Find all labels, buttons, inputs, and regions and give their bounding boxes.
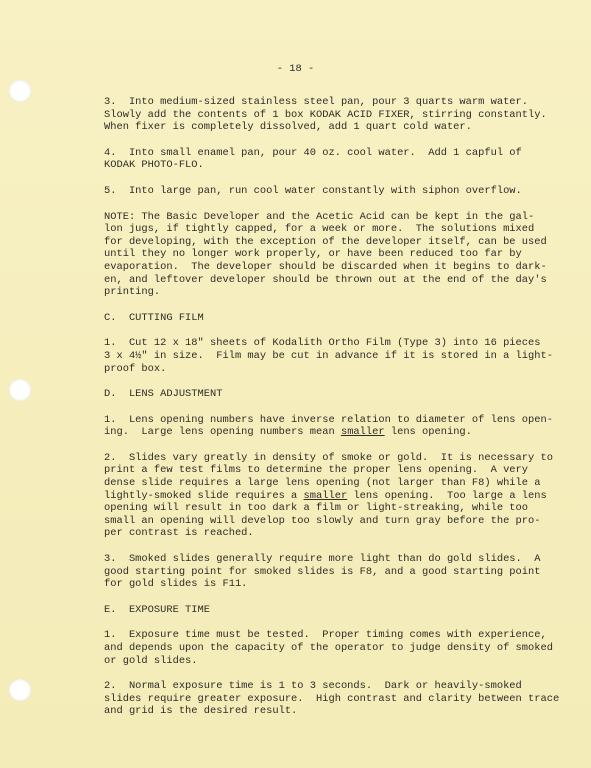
text-line: for developing, with the exception of the developer itself, can be used xyxy=(104,235,547,248)
text-line: 3. Smoked slides generally require more light than do gold slides. A xyxy=(104,553,541,566)
text-line: dense slide requires a large lens opening (not larger than F8) while a xyxy=(104,477,541,490)
text-line: per contrast is reached. xyxy=(104,527,254,540)
punch-hole xyxy=(9,379,31,401)
text-line: lon jugs, if tightly capped, for a week or more. The solutions mixed xyxy=(104,223,535,236)
text-line: 5. Into large pan, run cool water constantly with siphon overflow. xyxy=(104,184,522,197)
text-line: ing. Large lens opening numbers mean smaller lens opening. xyxy=(104,426,472,439)
text-line: opening will result in too dark a film or light-streaking, while too xyxy=(104,502,529,515)
underlined-word: smaller xyxy=(303,489,348,502)
paragraph xyxy=(104,337,553,375)
paragraph xyxy=(104,629,553,667)
paragraph xyxy=(104,604,529,617)
text-line: 1. Cut 12 x 18" sheets of Kodalith Ortho Film (Type 3) into 16 pieces xyxy=(104,337,541,350)
text-line: slides require greater exposure. High contrast and clarity between trace xyxy=(104,692,560,705)
text-line: 3 x 4½" in size. Film may be cut in advance if it is stored in a light- xyxy=(104,349,553,362)
page-number: - 18 - xyxy=(276,63,315,75)
text-line: small an opening will develop too slowly and turn gray before the pro- xyxy=(104,514,541,527)
text-line: good starting point for smoked slides is F8, and a good starting point xyxy=(104,565,541,578)
text-line: printing. xyxy=(104,286,161,299)
paragraph xyxy=(104,553,541,591)
text-line: Slowly add the contents of 1 box KODAK ACID FIXER, stirring constantly. xyxy=(104,108,547,121)
text-line: and depends upon the capacity of the operator to judge density of smoked xyxy=(104,642,553,654)
text-line: print a few test films to determine the proper lens opening. A very xyxy=(104,464,529,477)
text-line: 1. Exposure time must be tested. Proper timing comes with experience, xyxy=(104,629,547,642)
punch-hole xyxy=(9,80,31,102)
body-text xyxy=(104,96,560,731)
text-line: D. LENS ADJUSTMENT xyxy=(104,388,223,401)
punch-hole xyxy=(9,679,31,701)
underlined-word: smaller xyxy=(340,426,385,439)
paragraph xyxy=(104,388,529,401)
text-line: C. CUTTING FILM xyxy=(104,311,204,324)
paragraph xyxy=(104,413,553,439)
paragraph xyxy=(104,147,529,172)
text-line: When fixer is completely dissolved, add 1 quart cold water. xyxy=(104,121,472,134)
text-line: for gold slides is F11. xyxy=(104,578,248,591)
text-line: 3. Into medium-sized stainless steel pan, pour 3 quarts warm water. xyxy=(104,96,529,108)
text-line: 2. Normal exposure time is 1 to 3 seconds. Dark or heavily-smoked xyxy=(104,680,522,693)
text-line: NOTE: The Basic Developer and the Acetic Acid can be kept in the gal- xyxy=(104,210,535,223)
text-line: 2. Slides vary greatly in density of smoke or gold. It is necessary to xyxy=(104,451,553,464)
text-line: KODAK PHOTO-FLO. xyxy=(104,159,204,172)
text-line: en, and leftover developer should be thrown out at the end of the day's xyxy=(104,273,547,286)
text-line: 4. Into small enamel pan, pour 40 oz. cool water. Add 1 capful of xyxy=(104,146,522,159)
paragraph xyxy=(104,680,560,718)
text-line: lightly-smoked slide requires a smaller lens opening. Too large a lens xyxy=(104,489,547,502)
text-line: E. EXPOSURE TIME xyxy=(104,603,211,616)
text-line: or gold slides. xyxy=(104,654,198,667)
paragraph xyxy=(104,185,529,198)
text-line: and grid is the desired result. xyxy=(104,705,298,718)
paragraph xyxy=(104,96,547,134)
paragraph xyxy=(104,451,553,540)
text-line: 1. Lens opening numbers have inverse relation to diameter of lens open- xyxy=(104,413,553,426)
text-line: proof box. xyxy=(104,362,167,375)
text-line: until they no longer work properly, or have been reduced too far by xyxy=(104,248,522,261)
paragraph xyxy=(104,210,547,299)
text-line: evaporation. The developer should be discarded when it begins to dark- xyxy=(104,260,547,273)
paragraph xyxy=(104,312,529,325)
